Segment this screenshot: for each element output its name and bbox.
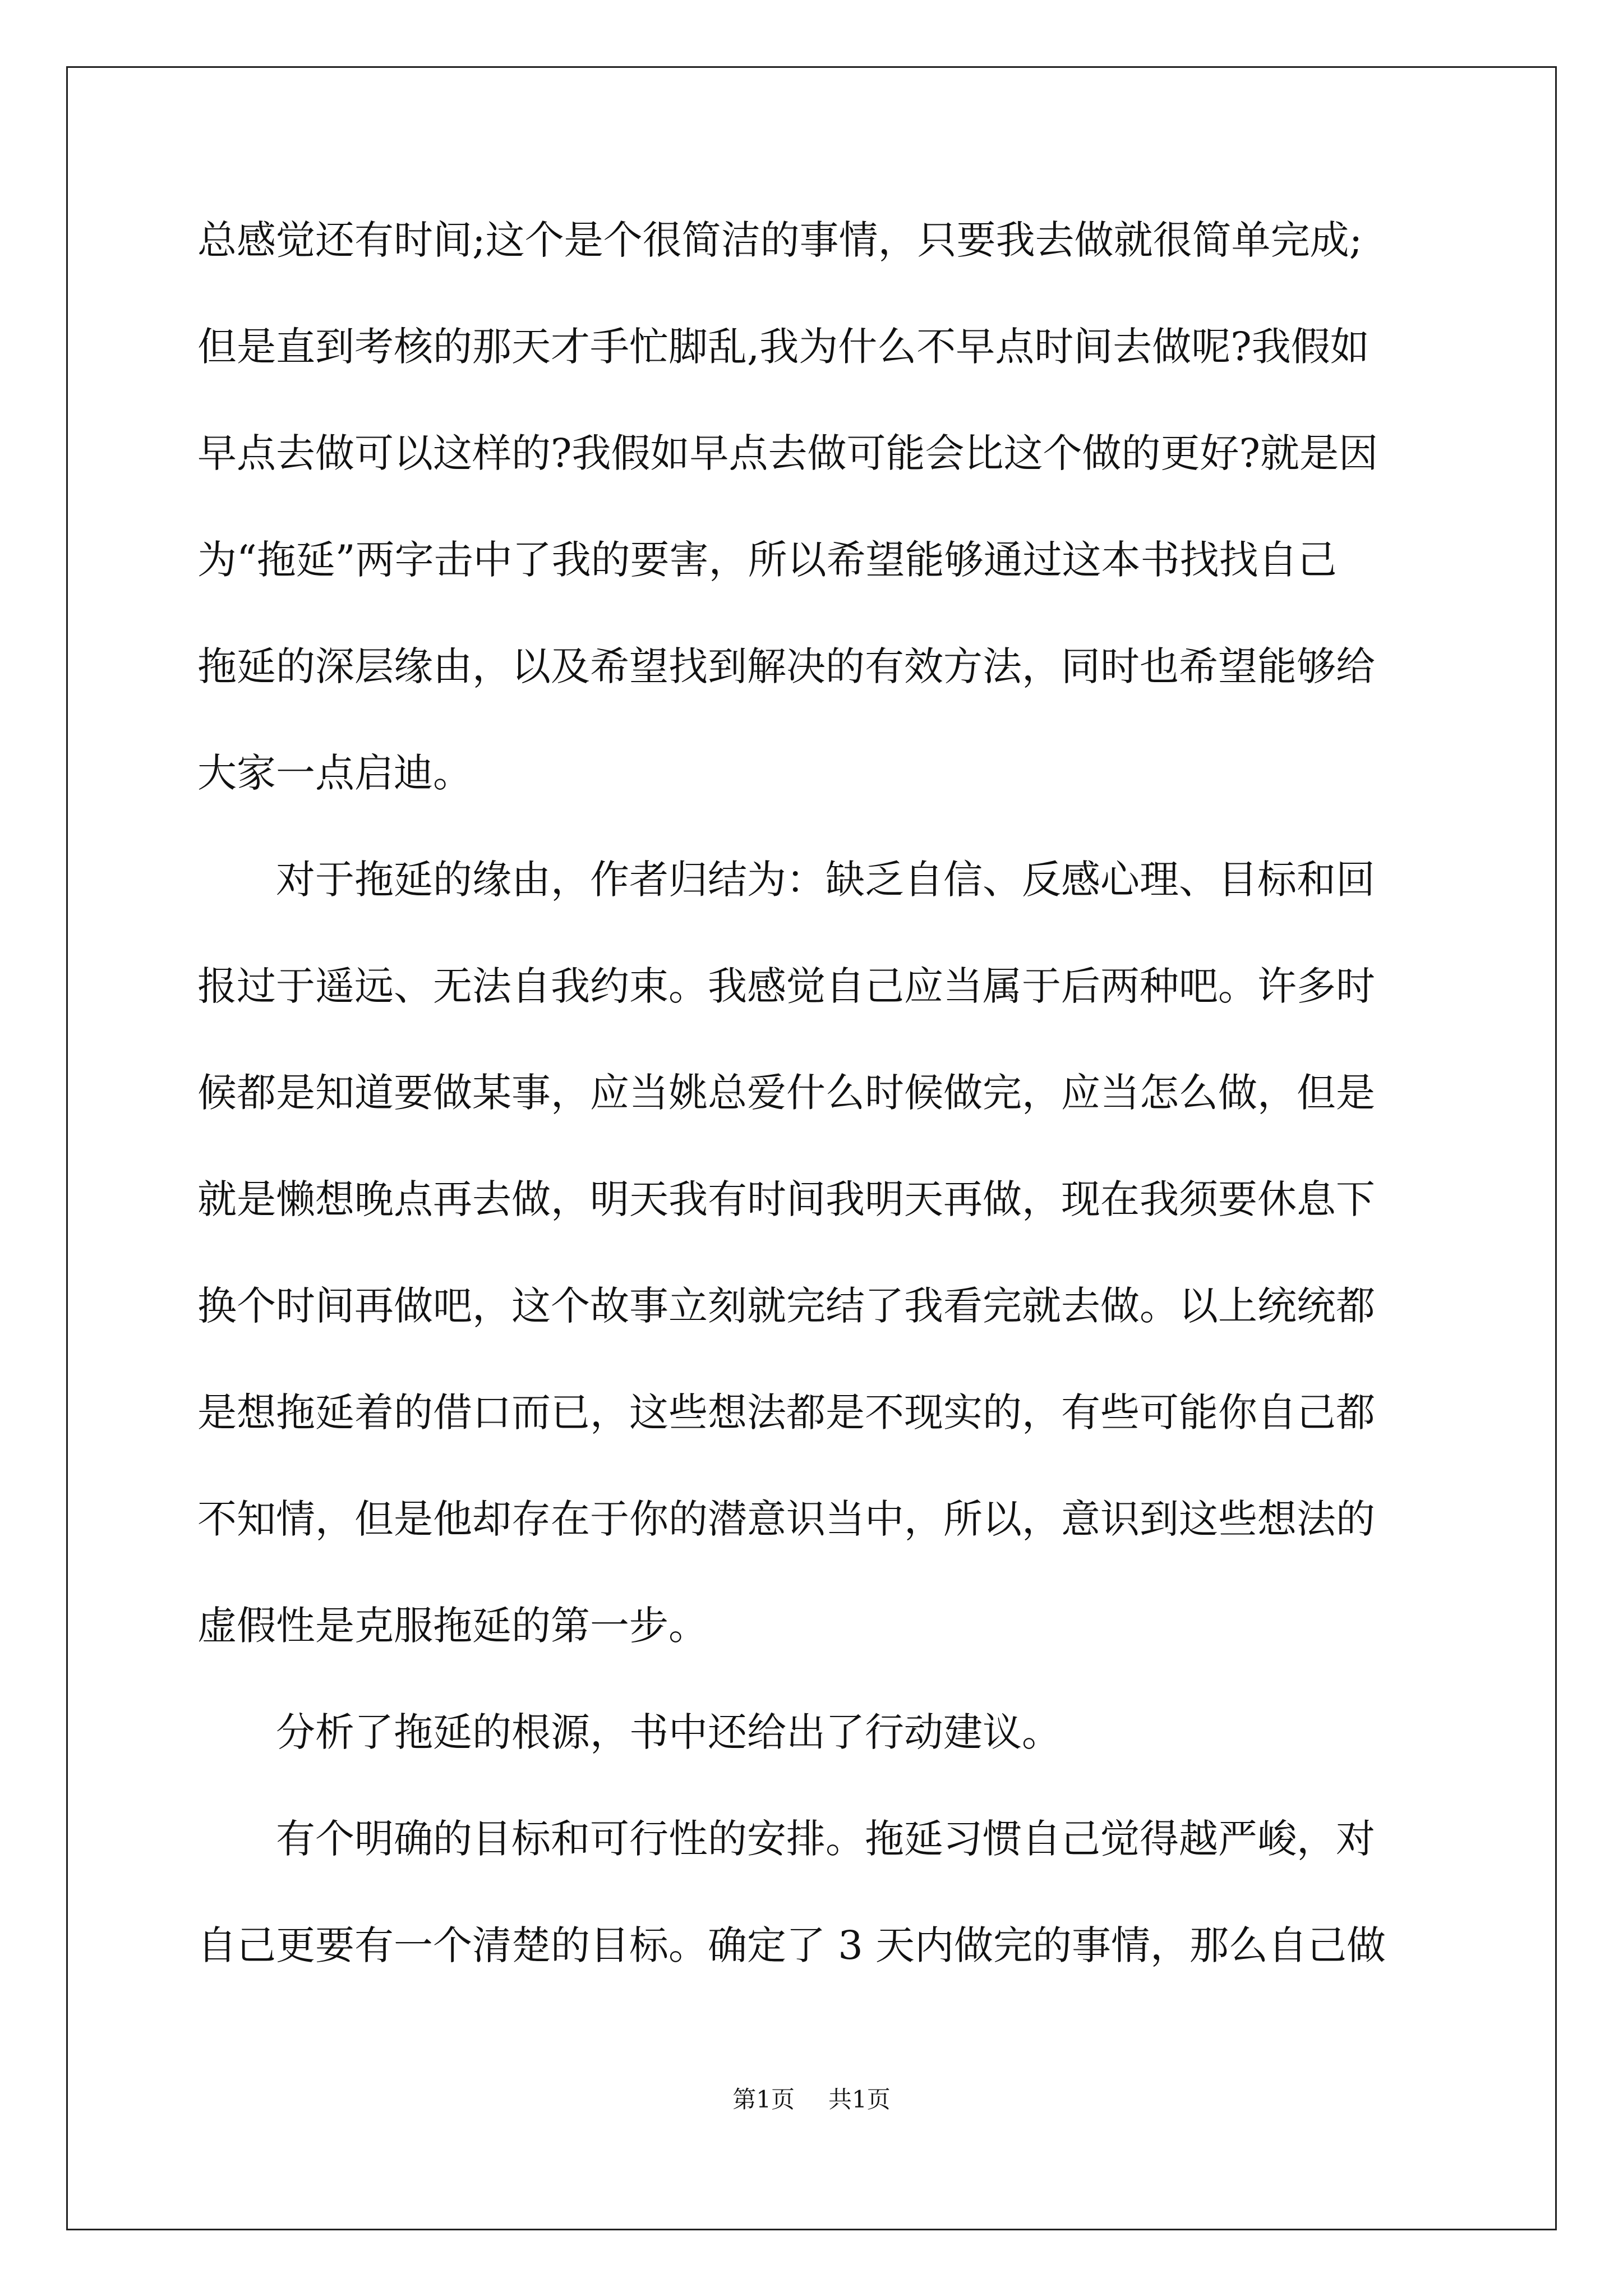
text-line: 大家一点启迪。 <box>197 750 472 796</box>
text-line: 但是直到考核的那天才手忙脚乱,我为什么不早点时间去做呢?我假如 <box>197 324 1370 370</box>
text-line: 是想拖延着的借口而已，这些想法都是不现实的，有些可能你自己都 <box>197 1389 1375 1435</box>
text-line: 拖延的深层缘由，以及希望找到解决的有效方法，同时也希望能够给 <box>197 643 1375 689</box>
text-line: 候都是知道要做某事，应当姚总爱什么时候做完，应当怎么做，但是 <box>197 1070 1375 1116</box>
text-line: 就是懒想晚点再去做，明天我有时间我明天再做，现在我须要休息下 <box>197 1176 1375 1222</box>
text-line: 虚假性是克服拖延的第一步。 <box>197 1603 708 1649</box>
paragraph-start-line: 分析了拖延的根源，书中还给出了行动建议。 <box>276 1709 1061 1755</box>
text-line: 早点去做可以这样的?我假如早点去做可能会比这个做的更好?就是因 <box>197 430 1378 476</box>
text-line: 总感觉还有时间;这个是个很简洁的事情，只要我去做就很简单完成; <box>197 217 1363 263</box>
text-line: 换个时间再做吧，这个故事立刻就完结了我看完就去做。以上统统都 <box>197 1283 1375 1329</box>
page-footer <box>0 2081 1623 2115</box>
text-line: 自己更要有一个清楚的目标。确定了 3 天内做完的事情，那么自己做 <box>197 1922 1386 1968</box>
text-line: 为“拖延”两字击中了我的要害，所以希望能够通过这本书找找自己 <box>197 537 1337 583</box>
document-body <box>197 212 1431 2024</box>
text-line: 报过于遥远、无法自我约束。我感觉自己应当属于后两种吧。许多时 <box>197 963 1375 1009</box>
paragraph-start-line: 有个明确的目标和可行性的安排。拖延习惯自己觉得越严峻，对 <box>276 1816 1375 1862</box>
paragraph-start-line: 对于拖延的缘由，作者归结为：缺乏自信、反感心理、目标和回 <box>276 857 1375 903</box>
page-number: 第1页 <box>732 2086 795 2113</box>
text-line: 不知情，但是他却存在于你的潜意识当中，所以，意识到这些想法的 <box>197 1496 1375 1542</box>
page-total: 共1页 <box>828 2086 891 2113</box>
